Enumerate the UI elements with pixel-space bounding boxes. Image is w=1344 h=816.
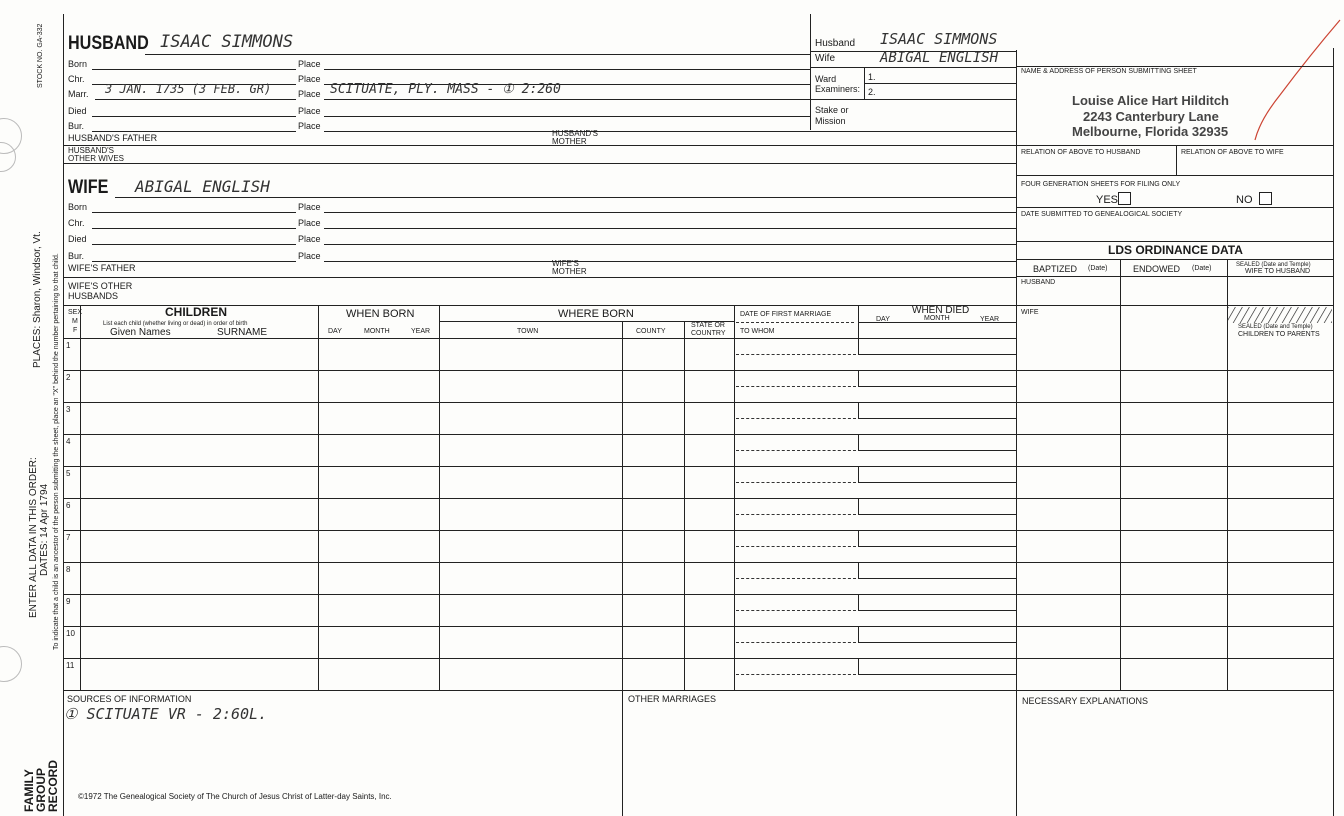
husband-born-place-label: Place <box>298 59 321 69</box>
ward-husband-value[interactable]: ISAAC SIMMONS <box>880 30 998 48</box>
to-whom-label: TO WHOM <box>740 328 775 335</box>
children-sex-label: SEX <box>68 309 83 316</box>
form-title-group: GROUP <box>34 767 48 812</box>
husband-marr-place[interactable]: SCITUATE, PLY. MASS - ① 2:260 <box>330 82 561 97</box>
child-row-number: 7 <box>66 533 71 542</box>
places-heading: PLACES: Sharon, Windsor, Vt. <box>32 231 43 368</box>
state-label-1: STATE OR <box>691 322 725 329</box>
wife-born-place-label: Place <box>298 202 321 212</box>
husband-bur-place-label: Place <box>298 121 321 131</box>
state-label-2: COUNTRY <box>691 330 726 337</box>
husband-father-label: HUSBAND'S FATHER <box>68 133 158 143</box>
lds-baptized-date: (Date) <box>1088 265 1108 272</box>
lds-sealed-children-1: SEALED (Date and Temple) <box>1238 324 1313 330</box>
husband-bur-label: Bur. <box>68 121 85 131</box>
yes-checkbox[interactable] <box>1118 192 1131 205</box>
husband-marr-place-label: Place <box>298 89 321 99</box>
husband-name[interactable]: ISAAC SIMMONS <box>160 32 294 52</box>
lds-endowed-date: (Date) <box>1192 265 1212 272</box>
wife-mother-label-2: MOTHER <box>552 267 587 276</box>
ancestor-instruction: To indicate that a child is an ancestor of the person submitting the sheet, place an "X" behind the number pertaining to that child. <box>53 253 60 650</box>
lds-title: LDS ORDINANCE DATA <box>1108 243 1243 257</box>
wife-died-place-label: Place <box>298 234 321 244</box>
form-title-family: FAMILY <box>22 769 36 812</box>
wife-born-label: Born <box>68 202 88 212</box>
born-year-label: YEAR <box>411 328 431 335</box>
no-checkbox[interactable] <box>1259 192 1272 205</box>
husband-born-label: Born <box>68 59 88 69</box>
children-surname-label: SURNAME <box>217 327 268 338</box>
husband-chr-place-label: Place <box>298 74 321 84</box>
wife-bur-place-label: Place <box>298 251 321 261</box>
lds-wife-label: WIFE <box>1021 309 1039 316</box>
submitter-label: NAME & ADDRESS OF PERSON SUBMITTING SHEET <box>1021 68 1197 75</box>
lds-endowed-label: ENDOWED <box>1133 264 1180 274</box>
when-died-label: WHEN DIED <box>912 305 970 316</box>
necessary-explanations-label: NECESSARY EXPLANATIONS <box>1022 696 1149 706</box>
children-title: CHILDREN <box>165 305 227 319</box>
stake-label-2: Mission <box>815 116 846 126</box>
ward-wife-value[interactable]: ABIGAL ENGLISH <box>880 50 999 66</box>
no-label: NO <box>1236 194 1253 206</box>
form-title-record: RECORD <box>46 759 60 812</box>
frame-ward-left <box>810 14 811 130</box>
submitter-line-1[interactable]: Louise Alice Hart Hilditch <box>1072 93 1229 108</box>
lds-hatched-cell <box>1228 307 1332 323</box>
wife-father-label: WIFE'S FATHER <box>68 263 136 273</box>
county-label: COUNTY <box>636 328 666 335</box>
yes-label: YES <box>1096 194 1119 206</box>
child-row-number: 6 <box>66 501 71 510</box>
wife-name[interactable]: ABIGAL ENGLISH <box>135 177 270 196</box>
child-row-number: 8 <box>66 565 71 574</box>
wife-chr-place-label: Place <box>298 218 321 228</box>
ward-wife-label: Wife <box>815 53 835 64</box>
husband-died-label: Died <box>68 106 87 116</box>
child-row-number: 4 <box>66 437 71 446</box>
died-day-label: DAY <box>876 316 890 323</box>
examiner-2: 2. <box>868 87 876 97</box>
wife-heading: WIFE <box>68 177 109 198</box>
date-submitted-label: DATE SUBMITTED TO GENEALOGICAL SOCIETY <box>1021 211 1183 218</box>
examiner-1: 1. <box>868 72 876 82</box>
frame-left <box>63 14 64 816</box>
children-f-label: F <box>73 327 78 334</box>
first-marriage-label: DATE OF FIRST MARRIAGE <box>740 311 832 318</box>
children-subtitle: List each child (whether living or dead) in order of birth <box>103 321 248 327</box>
born-month-label: MONTH <box>364 328 390 335</box>
frame-right-edge <box>1333 48 1334 816</box>
child-row-number: 11 <box>66 661 75 670</box>
children-given-label: Given Names <box>110 327 171 338</box>
husband-chr-label: Chr. <box>68 74 85 84</box>
child-row-number: 3 <box>66 405 71 414</box>
born-day-label: DAY <box>328 328 342 335</box>
wife-other-husbands-2: HUSBANDS <box>68 291 119 301</box>
husband-marr-label: Marr. <box>68 89 89 99</box>
husband-mother-label-1: HUSBAND'S <box>552 129 598 138</box>
lds-sealed-children-2: CHILDREN TO PARENTS <box>1238 331 1320 338</box>
sources-label: SOURCES OF INFORMATION <box>67 694 192 704</box>
dates-heading: DATES: 14 Apr 1794 <box>39 483 50 576</box>
husband-marr-date[interactable]: 3 JAN. 1735 (3 FEB. GR) <box>105 82 272 96</box>
died-year-label: YEAR <box>980 316 1000 323</box>
when-born-label: WHEN BORN <box>346 308 415 320</box>
child-row-number: 9 <box>66 597 71 606</box>
sources-value[interactable]: ① SCITUATE VR - 2:60L. <box>64 705 268 723</box>
wife-bur-label: Bur. <box>68 251 85 261</box>
child-row-number: 5 <box>66 469 71 478</box>
ward-husband-label: Husband <box>815 38 856 49</box>
lds-sealed-label-2: WIFE TO HUSBAND <box>1245 268 1311 275</box>
husband-other-wives-2: OTHER WIVES <box>68 154 125 163</box>
died-month-label: MONTH <box>924 315 950 322</box>
relation-wife-label: RELATION OF ABOVE TO WIFE <box>1181 149 1284 156</box>
submitter-line-3[interactable]: Melbourne, Florida 32935 <box>1072 124 1229 139</box>
lds-husband-label: HUSBAND <box>1021 279 1056 286</box>
wife-chr-label: Chr. <box>68 218 85 228</box>
stock-number: STOCK NO. GA-332 <box>37 23 44 88</box>
children-m-label: M <box>72 318 78 325</box>
where-born-label: WHERE BORN <box>558 308 634 320</box>
wife-died-label: Died <box>68 234 87 244</box>
husband-mother-label-2: MOTHER <box>552 137 587 146</box>
examiners-label: Examiners: <box>815 84 861 94</box>
enter-all-data: ENTER ALL DATA IN THIS ORDER: <box>28 457 39 618</box>
ward-label: Ward <box>815 74 837 84</box>
husband-heading: HUSBAND <box>68 33 149 54</box>
husband-other-wives-1: HUSBAND'S <box>68 146 114 155</box>
lds-sealed-label-1: SEALED (Date and Temple) <box>1236 262 1311 268</box>
child-row-number: 10 <box>66 629 75 638</box>
frame-right-panel <box>1016 50 1017 816</box>
wife-mother-label-1: WIFE'S <box>552 259 579 268</box>
wife-other-husbands-1: WIFE'S OTHER <box>68 281 133 291</box>
four-gen-label: FOUR GENERATION SHEETS FOR FILING ONLY <box>1021 181 1181 188</box>
town-label: TOWN <box>517 328 539 335</box>
submitter-line-2[interactable]: 2243 Canterbury Lane <box>1083 109 1219 124</box>
husband-died-place-label: Place <box>298 106 321 116</box>
copyright: ©1972 The Genealogical Society of The Church of Jesus Christ of Latter-day Saints, Inc. <box>78 792 392 801</box>
relation-husband-label: RELATION OF ABOVE TO HUSBAND <box>1021 149 1141 156</box>
punch-hole-bottom <box>0 646 22 682</box>
stake-label-1: Stake or <box>815 105 849 115</box>
child-row-number: 2 <box>66 373 71 382</box>
other-marriages-label: OTHER MARRIAGES <box>628 694 717 704</box>
child-row-number: 1 <box>66 341 71 350</box>
lds-baptized-label: BAPTIZED <box>1033 264 1078 274</box>
